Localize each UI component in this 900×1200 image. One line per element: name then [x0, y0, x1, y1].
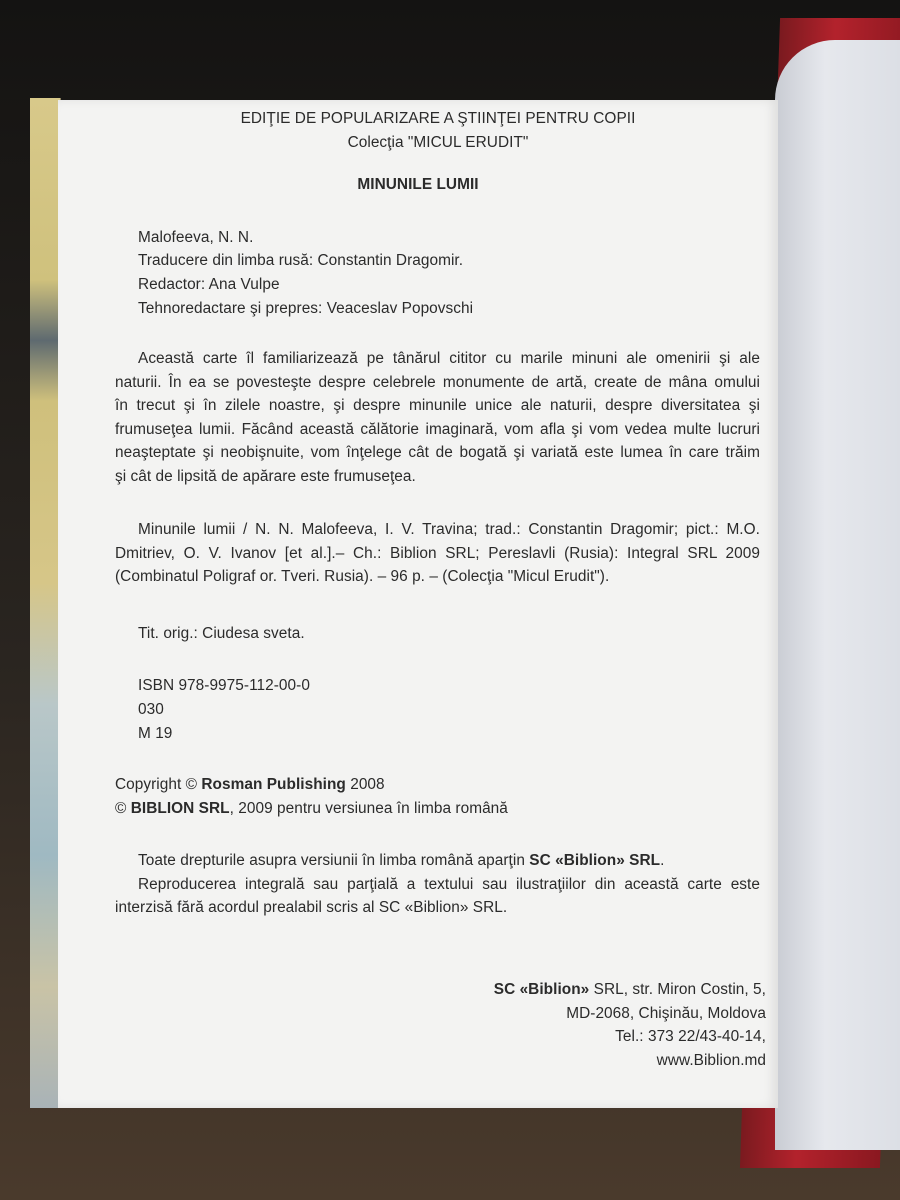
turned-page: [775, 40, 900, 1150]
credit-translator: Traducere din limba rusă: Constantin Dragomir.: [138, 252, 464, 269]
copyright-translation: © BIBLION SRL, 2009 pentru versiunea în limba română: [115, 800, 508, 817]
copyright-original: Copyright © Rosman Publishing 2008: [115, 776, 385, 793]
description-paragraph: Această carte îl familiarizează pe tânărul cititor cu marile minuni ale omenirii şi ale naturii. În ea se povesteşte despre celebrele monumente de artă, create de mâna omului în trecut şi în zilele noastre, şi despre minunile unice ale naturii, despre diversitatea şi frumuseţea lumii. Făcând această călătorie imaginară, vom afla şi vom vedea multe lucruri neaşteptate şi neobişnuite, vom înţelege cât de bogată şi variată este lumea în care trăim şi cât de lipsită de apărare este frumuseţea.: [115, 350, 760, 485]
original-title: Tit. orig.: Ciudesa sveta.: [138, 625, 305, 642]
author-mark: M 19: [138, 725, 173, 742]
classification-code: 030: [138, 701, 164, 718]
series-heading: EDIŢIE DE POPULARIZARE A ŞTIINŢEI PENTRU COPII: [240, 110, 636, 127]
page-title: MINUNILE LUMII: [357, 176, 479, 193]
rights-notice: Toate drepturile asupra versiunii în limba română aparţin SC «Biblion» SRL. Reproducerea integrală sau parţială a textului sau ilustraţiilor din această carte este interzisă fără acordul prealabil scris al SC «Biblion» SRL.: [115, 852, 760, 916]
publisher-address: SC «Biblion» SRL, str. Miron Costin, 5, MD-2068, Chişinău, Moldova Tel.: 373 22/43-40-14, www.Biblion.md: [493, 981, 766, 1069]
collection-name: Colecţia "MICUL ERUDIT": [347, 134, 529, 151]
book-cover-edge: [30, 98, 61, 1108]
book-page: [58, 100, 778, 1108]
isbn: ISBN 978-9975-112-00-0: [138, 677, 310, 694]
credit-author: Malofeeva, N. N.: [138, 229, 254, 246]
credit-typesetting: Tehnoredactare şi prepres: Veaceslav Popovschi: [138, 300, 474, 317]
catalog-entry: Minunile lumii / N. N. Malofeeva, I. V. Travina; trad.: Constantin Dragomir; pict.: M.O. Dmitriev, O. V. Ivanov [et al.].– Ch.: Biblion SRL; Pereslavli (Rusia): Integral SRL 2009 (Combinatul Poligraf or. Tveri. Rusia). – 96 p. – (Colecţia "Micul Erudit").: [115, 521, 760, 585]
credit-editor: Redactor: Ana Vulpe: [138, 276, 280, 293]
